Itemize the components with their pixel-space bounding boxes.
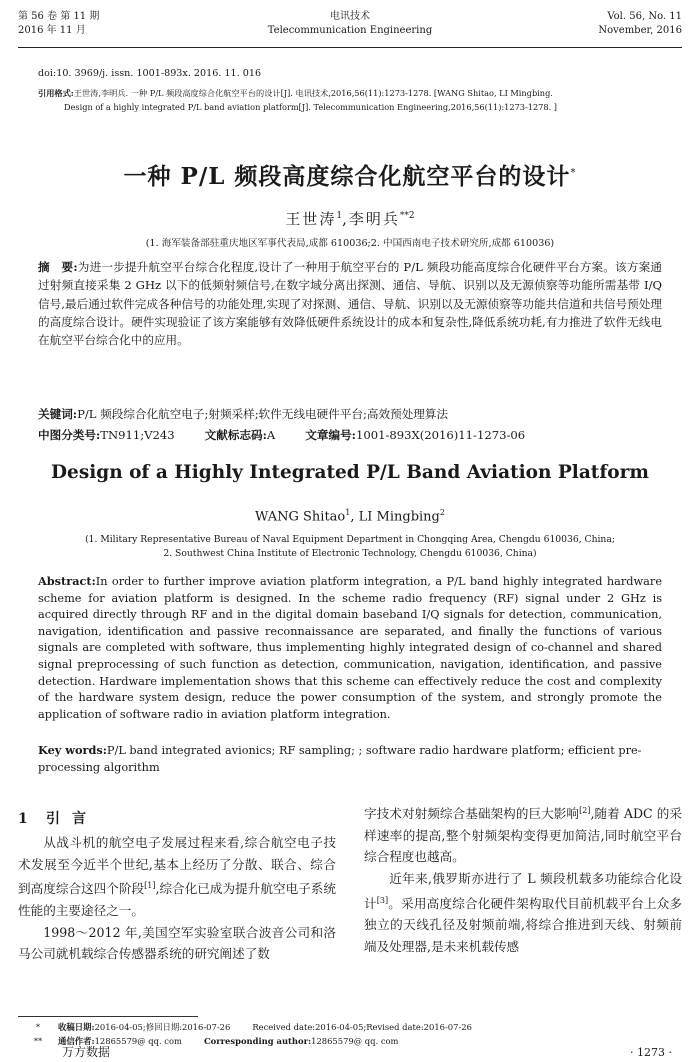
title-cn <box>0 158 700 191</box>
footnote-mark-1: * <box>35 1022 41 1032</box>
affiliation-en <box>0 533 700 561</box>
reference-3: [3] <box>376 895 389 905</box>
body-column-right <box>364 800 682 958</box>
body-right-p1-text: 字技术对射频综合基础架构的巨大影响 <box>364 806 580 822</box>
body-right-paragraph-1 <box>364 800 682 868</box>
author1-en: WANG Shitao <box>255 509 346 525</box>
footnote-mark-2: ** <box>33 1036 43 1046</box>
doi: doi:10. 3969/j. issn. 1001-893x. 2016. 11. 016 <box>38 68 262 79</box>
author1-cn-sup: 1 <box>336 211 343 221</box>
clc-value: TN911;V243 <box>100 428 175 442</box>
affiliation-cn: (1. 海军装备部驻重庆地区军事代表局,成都 610036;2. 中国西南电子技术研究所,成都 610036) <box>145 238 555 249</box>
title-cn-text: 一种 P/L 频段高度综合化航空平台的设计 <box>123 163 571 190</box>
footnote-corresponding-en-label: Corresponding author: <box>203 1036 312 1046</box>
body-left-p1-text: 从战斗机的航空电子发展过程来看,综合航空电子技术发展至今近半个世纪,基本上经历了分散、联合、综合到高度综合这四个阶段 <box>18 835 336 897</box>
footnote-rule <box>18 1016 198 1017</box>
affiliation-en-line2: 2. Southwest China Institute of Electronic Technology, Chengdu 610036, China) <box>163 548 537 559</box>
author2-cn-sup: **2 <box>399 211 415 221</box>
abstract-en-text: In order to further improve aviation platform integration, a P/L band highly integrated hardware scheme for aviation platform is designed. In the scheme radio frequency (RF) signal under 2 GHz is acquired directly through RF and in the digital domain baseband I/Q signals for detection, communication, navigation, identification and passive reconnaissance are separated, and finally the functions of various signals are completed with software, thus implementing highly integrated design of co-channel and shared signal preprocessing of such function as detection, communication, navigation, identification, and passive detection. Hardware implementation shows that this scheme can effectively reduce the cost and complexity of the hardware system design, reduce the power consumption of the system, and strongly promote the application of software radio in aviation platform integration. <box>38 575 662 721</box>
header-date-cn: 2016 年 11 月 <box>18 25 86 36</box>
abstract-en-label: Abstract: <box>38 574 96 588</box>
citation-format <box>38 86 682 114</box>
body-right-p1-end: ,随着 ADC 的采样速率的提高,整个射频架构变得更加简洁,同时航空平台综合程度也越高。 <box>364 806 683 865</box>
header-volume-cn: 第 56 卷 第 11 期 <box>18 11 100 22</box>
header-volume-number-en: Vol. 56, No. 11 <box>607 11 682 22</box>
author2-en-sup: 2 <box>439 508 445 517</box>
section-number: 1 <box>18 811 29 827</box>
header-journal <box>18 10 682 38</box>
keywords-cn-label: 关键词: <box>38 407 78 421</box>
clc-label: 中图分类号: <box>38 428 101 442</box>
author1-cn: 王世涛 <box>285 210 337 228</box>
author2-en: LI Mingbing <box>358 509 440 525</box>
page-number: · 1273 · <box>630 1046 672 1059</box>
citation-line2: Design of a highly integrated P/L band aviation platform[J]. Telecommunication Engineering,2016,56(11):1273-1278. ] <box>64 102 558 112</box>
title-en: Design of a Highly Integrated P/L Band Aviation Platform <box>51 462 649 483</box>
footnote-received <box>18 1021 472 1034</box>
running-header <box>18 10 682 44</box>
title-cn-footnote-mark: * <box>570 167 577 179</box>
body-left-paragraph-1 <box>18 832 336 922</box>
article-number-value: 1001-893X(2016)11-1273-06 <box>355 428 526 442</box>
authors-cn <box>0 208 700 229</box>
doc-code-label: 文献标志码: <box>204 428 267 442</box>
reference-1: [1] <box>144 881 156 891</box>
abstract-cn <box>38 258 662 349</box>
footnote-corresponding-label: 通信作者: <box>58 1036 95 1046</box>
footnote-received-text: 2016-04-05;修回日期:2016-07-26 <box>94 1022 231 1032</box>
doc-code-value: A <box>266 428 276 442</box>
header-journal-en: Telecommunication Engineering <box>267 25 433 36</box>
body-right-p2-text: 近年来,俄罗斯亦进行了 L 频段机载多功能综合化设计 <box>364 870 682 911</box>
authors-cn-separator: , <box>342 210 349 228</box>
watermark-wanfang: 万方数据 <box>62 1045 111 1059</box>
body-left-p1-end: ,综合化已成为提升航空电子系统性能的主要途径之一。 <box>18 881 336 918</box>
abstract-cn-text: 为进一步提升航空平台综合化程度,设计了一种用于航空平台的 P/L 频段功能高度综合化硬件平台方案。该方案通过射频直接采集 2 GHz 以下的低频射频信号,在数字域分离出探测、通信、导航、识别以及无源侦察等功能所需基带 I/Q 信号,最后通过软件完成各种信号的功能处理,实现了对探测、通信、导航、识别以及无源侦察等功能共信道和共信号预处理的高度综合设计。硬件实现验证了该方案能够有效降低硬件系统设计的成本和复杂性,降低系统功耗,有力推进了软件无线电在航空平台综合化中的应用。 <box>38 260 663 348</box>
header-journal-cn: 电讯技术 <box>330 11 370 22</box>
citation-label: 引用格式: <box>38 88 74 98</box>
affiliation-en-line1: (1. Military Representative Bureau of Naval Equipment Department in Chongqing Area, Chengdu 610036, China; <box>85 534 615 545</box>
classification-line <box>38 426 662 444</box>
footnote-corresponding-en-email: 12865579@ qq. com <box>311 1036 399 1046</box>
footnote-received-label: 收稿日期: <box>58 1022 95 1032</box>
keywords-cn <box>38 405 662 423</box>
keywords-cn-text: P/L 频段综合化航空电子;射频采样;软件无线电硬件平台;高效预处理算法 <box>77 407 449 421</box>
footnote-received-en: Received date:2016-04-05;Revised date:2016-07-26 <box>252 1022 472 1032</box>
body-right-paragraph-2 <box>364 868 682 958</box>
author2-cn: 李明兵 <box>348 210 400 228</box>
body-column-left <box>18 832 336 965</box>
header-date-en: November, 2016 <box>598 25 682 36</box>
authors-en <box>0 508 700 524</box>
section-title: 引言 <box>46 811 98 827</box>
keywords-en <box>38 742 662 776</box>
abstract-cn-label: 摘 要: <box>38 260 78 274</box>
citation-line1: 王世涛,李明兵. 一种 P/L 频段高度综合化航空平台的设计[J]. 电讯技术,2016,56(11):1273-1278. [WANG Shitao, LI Mingbing. <box>73 88 553 98</box>
author1-en-sup: 1 <box>345 508 351 517</box>
body-left-paragraph-2: 1998～2012 年,美国空军实验室联合波音公司和洛马公司就机载综合传感器系统的研究阐述了数 <box>18 924 336 962</box>
keywords-en-text: P/L band integrated avionics; RF sampling; ; software radio hardware platform; efficient pre-processing algorithm <box>38 744 642 774</box>
footnote-corresponding-email: 12865579@ qq. com <box>94 1036 182 1046</box>
body-right-p2-end: 。采用高度综合化硬件架构取代目前机载平台上众多独立的天线孔径及射频前端,将综合推进到天线、射频前端及处理器,是未来机载传感 <box>364 895 683 954</box>
header-volume-en <box>598 10 682 38</box>
authors-en-separator: , <box>350 509 359 525</box>
keywords-en-label: Key words: <box>38 743 107 757</box>
section-heading <box>18 808 98 828</box>
article-number-label: 文章编号: <box>305 428 356 442</box>
abstract-en <box>38 573 662 723</box>
reference-2: [2] <box>579 806 591 815</box>
header-rule <box>18 47 682 48</box>
